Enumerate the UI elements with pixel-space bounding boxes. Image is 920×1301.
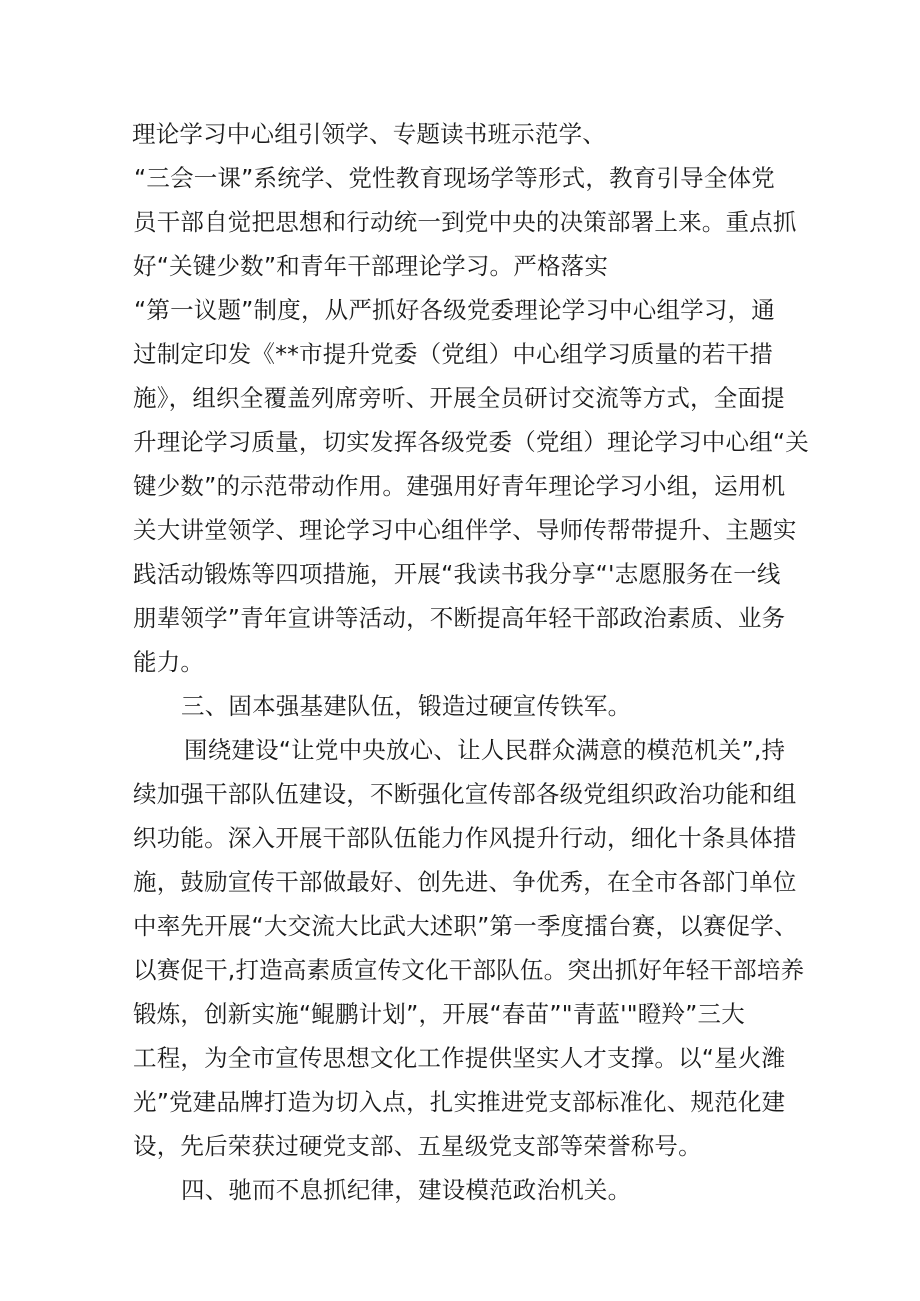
text-line: 过制定印发《**市提升党委（党组）中心组学习质量的若干措 <box>133 340 774 368</box>
text-line: 织功能。深入开展干部队伍能力作风提升行动，细化十条具体措 <box>133 824 797 852</box>
text-line: 践活动锻炼等四项措施，开展“我读书我分享“'志愿服务在一线 <box>133 560 781 588</box>
text-line: 续加强干部队伍建设，不断强化宣传部各级党组织政治功能和组 <box>133 780 797 808</box>
text-line: 键少数”的示范带动作用。建强用好青年理论学习小组，运用机 <box>133 472 786 500</box>
section-heading: 四、驰而不息抓纪律，建设模范政治机关。 <box>181 1176 632 1204</box>
text-line: “第一议题”制度，从严抓好各级党委理论学习中心组学习，通 <box>134 296 775 324</box>
section-heading: 三、固本强基建队伍，锻造过硬宣传铁军。 <box>181 692 632 720</box>
text-line: 关大讲堂领学、理论学习中心组伴学、导师传帮带提升、主题实 <box>133 516 797 544</box>
text-line: 工程，为全市宣传思想文化工作提供坚实人才支撑。以“星火潍 <box>133 1044 786 1072</box>
text-line: 施，鼓励宣传干部做最好、创先进、争优秀，在全市各部门单位 <box>133 868 797 896</box>
text-line: 中率先开展“大交流大比武大述职”第一季度擂台赛，以赛促学、 <box>133 912 798 940</box>
text-line: 设，先后荣获过硬党支部、五星级党支部等荣誉称号。 <box>133 1132 702 1160</box>
text-line: 好“关键少数”和青年干部理论学习。严格落实 <box>133 252 609 280</box>
text-line: 升理论学习质量，切实发挥各级党委（党组）理论学习中心组“关 <box>133 428 809 456</box>
text-line: 施》，组织全覆盖列席旁听、开展全员研讨交流等方式，全面提 <box>133 384 785 412</box>
text-line: 理论学习中心组引领学、专题读书班示范学、 <box>132 120 606 148</box>
text-line: 光”党建品牌打造为切入点，扎实推进党支部标准化、规范化建 <box>133 1088 786 1116</box>
text-line: 员干部自觉把思想和行动统一到党中央的决策部署上来。重点抓 <box>133 208 797 236</box>
text-line: 朋辈领学”青年宣讲等活动，不断提高年轻干部政治素质、业务 <box>133 604 786 632</box>
text-line: 以赛促干,打造高素质宣传文化干部队伍。突出抓好年轻干部培养 <box>133 956 805 984</box>
text-line: 锻炼，创新实施“鲲鹏计划”，开展“春苗”"青蓝'"瞪羚”三大 <box>133 1000 745 1028</box>
text-line: “三会一课”系统学、党性教育现场学等形式，教育引导全体党 <box>134 164 775 192</box>
text-line: 围绕建设“让党中央放心、让人民群众满意的模范机关”,持 <box>184 736 786 764</box>
text-line: 能力。 <box>133 648 205 676</box>
